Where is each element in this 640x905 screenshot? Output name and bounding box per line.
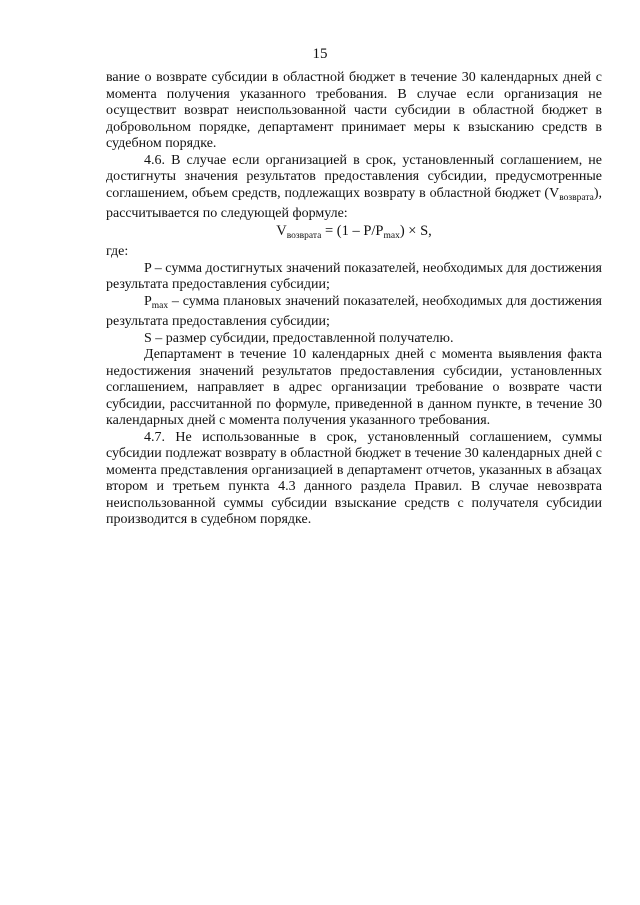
paragraph-4-6-end: ), рассчитывается по следующей формуле: xyxy=(106,185,602,221)
document-body xyxy=(106,70,602,529)
formula-v: V xyxy=(276,222,287,239)
where-label: где: xyxy=(106,244,129,259)
formula-v-subscript: возврата xyxy=(286,230,322,241)
definition-p: P – сумма достигнутых значений показателей, необходимых для достижения результата предоставления субсидии; xyxy=(106,260,602,292)
formula-end: ) × S, xyxy=(399,222,432,239)
intro-paragraph: вание о возврате субсидии в областной бюджет в течение 30 календарных дней с момента получения указанного требования. В случае если организация не осуществит возврат неиспользованной части субсидии в областной бюджет в добровольном порядке, департамент принимает меры к взысканию средств в судебном порядке. xyxy=(106,70,602,151)
formula-pmax-subscript: max xyxy=(383,230,400,241)
paragraph-4-6 xyxy=(106,153,602,223)
paragraph-4-6-text: 4.6. В случае если организацией в срок, установленный соглашением, не достигнуты значения результатов предоставления субсидии, предусмотренные соглашением, объем средств, подлежащих возврату в областной бюджет (V xyxy=(106,152,602,201)
paragraph-4-6-subscript: возврата xyxy=(559,192,594,203)
definition-s: S – размер субсидии, предоставленной получателю. xyxy=(144,330,454,346)
paragraph-4-7: 4.7. Не использованные в срок, установленный соглашением, суммы субсидии подлежат возврату в областной бюджет в течение 30 календарных дней с момента представления организацией в департамент отчетов, указанных в абзацах втором и третьем пункта 4.3 данного раздела Правил. В случае невозврата неиспользованной суммы субсидии взыскание средств с получателя субсидии производится в судебном порядке. xyxy=(106,429,602,527)
definition-pmax-text: – сумма плановых значений показателей, необходимых для достижения результата предоставления субсидии; xyxy=(106,293,602,329)
formula xyxy=(106,223,602,245)
formula-middle: = (1 – P/P xyxy=(321,222,384,239)
definition-pmax-symbol: P xyxy=(144,293,152,309)
definition-pmax xyxy=(106,294,602,331)
definition-pmax-subscript: max xyxy=(151,300,169,311)
page-number: 15 xyxy=(312,46,328,62)
department-paragraph: Департамент в течение 10 календарных дней с момента выявления факта недостижения значений результатов предоставления субсидии, установленных соглашением, направляет в адрес организации требование о возврате части субсидии, рассчитанной по формуле, приведенной в данном пункте, в течение 30 календарных дней с момента получения указанного требования. xyxy=(106,347,602,428)
